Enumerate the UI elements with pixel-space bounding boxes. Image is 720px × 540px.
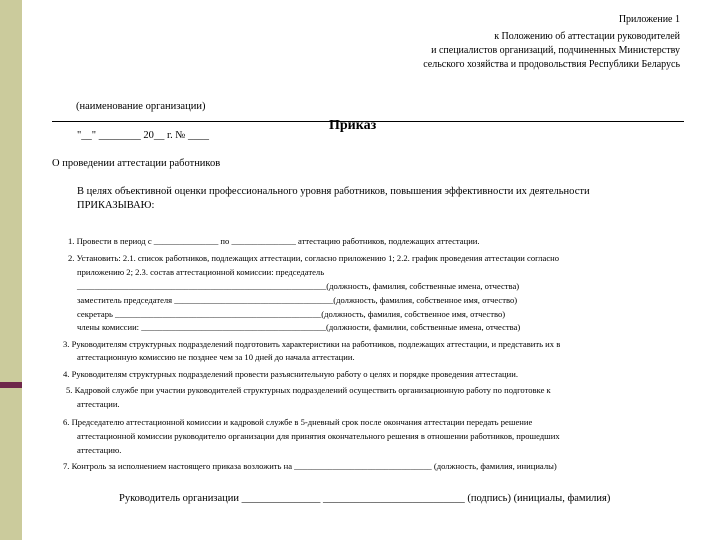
date-number-line: "__" ________ 20__ г. № ____ [77, 130, 209, 141]
item-1: 1. Провести в период с _______________ по _______________ аттестацию работников, подлежащих аттестации. [68, 236, 480, 246]
order-subject: О проведении аттестации работников [52, 158, 221, 169]
item-2-line-2: приложению 2; 2.3. состав аттестационной комиссии: председатель [77, 267, 325, 277]
item-5-line-2: аттестации. [77, 399, 120, 409]
item-6-line-3: аттестацию. [77, 445, 122, 455]
appendix-title: Приложение 1 [618, 14, 680, 25]
item-2-secretary: секретарь ________________________________________________(должность, фамилия, собственное имя, отчество) [77, 309, 506, 319]
item-2-deputy: заместитель председателя _____________________________________(должность, фамилия, собственное имя, отчество) [77, 295, 518, 305]
item-7: 7. Контроль за исполнением настоящего приказа возложить на ________________________________ (должность, фамилия, инициалы) [63, 461, 557, 471]
appendix-line-2: и специалистов организаций, подчиненных Министерству [431, 45, 680, 56]
order-title: Приказ [329, 118, 377, 133]
sidebar-accent-bar [0, 382, 22, 388]
item-4: 4. Руководителям структурных подразделений провести разъяснительную работу о целях и порядке проведения аттестации. [63, 369, 518, 379]
appendix-line-3: сельского хозяйства и продовольствия Республики Беларусь [423, 59, 680, 70]
item-2-chairman: __________________________________________________________(должность, фамилия, собственные имена, отчества) [77, 281, 520, 291]
intro-command: ПРИКАЗЫВАЮ: [77, 200, 155, 211]
org-name-label: (наименование организации) [76, 101, 206, 112]
item-6-line-2: аттестационной комиссии руководителю организации для принятия окончательного решения в отношении работников, прошедших [77, 431, 560, 441]
item-3-line-1: 3. Руководителям структурных подразделений подготовить характеристики на работников, подлежащих аттестации, и представить их в [63, 339, 561, 349]
item-6-line-1: 6. Председателю аттестационной комиссии и кадровой службе в 5-дневный срок после окончания аттестации передать решение [63, 417, 533, 427]
item-5-line-1: 5. Кадровой службе при участии руководителей структурных подразделений осуществить организационную работу по подготовке к [66, 385, 551, 395]
intro-text: В целях объективной оценки профессионального уровня работников, повышения эффективности их деятельности [77, 186, 590, 197]
left-sidebar-decoration [0, 0, 22, 540]
item-2-line-1: 2. Установить: 2.1. список работников, подлежащих аттестации, согласно приложению 1; 2.2. график проведения аттестации согласно [68, 253, 560, 263]
signature-line: Руководитель организации _______________ ___________________________ (подпись) (инициалы, фамилия) [119, 493, 611, 504]
appendix-line-1: к Положению об аттестации руководителей [494, 31, 680, 42]
item-3-line-2: аттестационную комиссию не позднее чем за 10 дней до начала аттестации. [77, 352, 355, 362]
item-2-members: члены комиссии: ___________________________________________(должности, фамилии, собственные имена, отчества) [77, 322, 521, 332]
